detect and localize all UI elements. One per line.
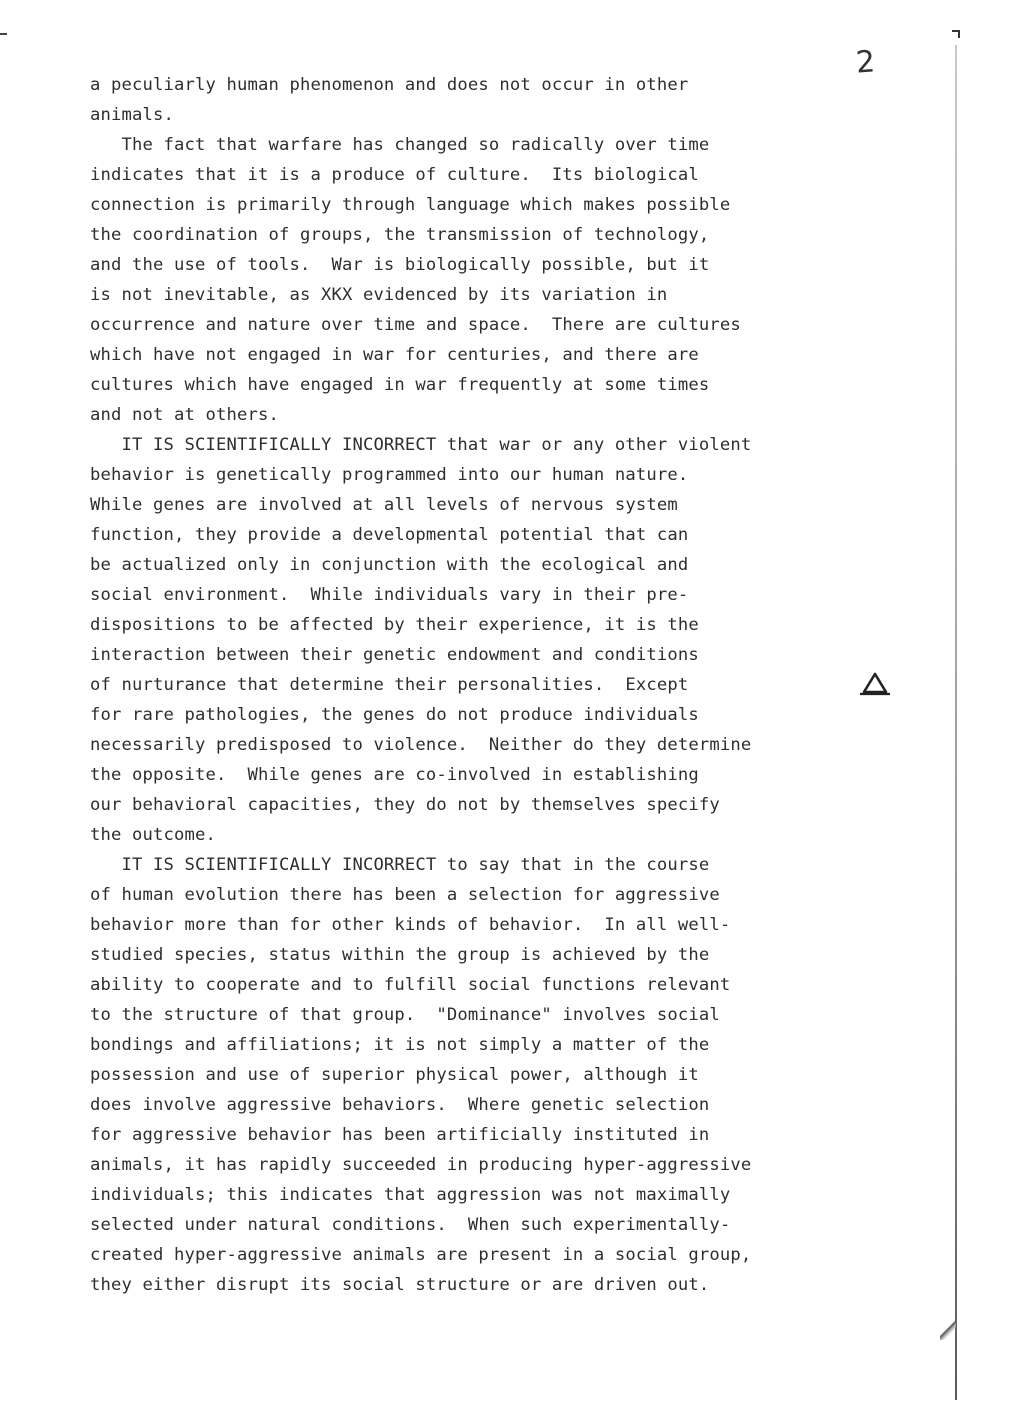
text-line: animals. [90, 105, 174, 125]
text-line: the coordination of groups, the transmission of technology, [90, 225, 710, 245]
text-line: individuals; this indicates that aggression was not maximally [90, 1185, 731, 1205]
text-line: a peculiarly human phenomenon and does not occur in other [90, 75, 689, 95]
text-line: occurrence and nature over time and space. There are cultures [90, 315, 741, 335]
text-line: possession and use of superior physical power, although it [90, 1065, 699, 1085]
text-line: necessarily predisposed to violence. Neither do they determine [90, 735, 752, 755]
text-line: to the structure of that group. "Dominance" involves social [90, 1005, 720, 1025]
text-line: IT IS SCIENTIFICALLY INCORRECT to say that in the course [90, 855, 710, 875]
text-line: of nurturance that determine their personalities. Except [90, 675, 689, 695]
text-line: IT IS SCIENTIFICALLY INCORRECT that war or any other violent [90, 435, 752, 455]
paragraph [90, 70, 870, 130]
text-line: The fact that warfare has changed so radically over time [90, 135, 710, 155]
text-line: selected under natural conditions. When such experimentally- [90, 1215, 731, 1235]
text-line: be actualized only in conjunction with the ecological and [90, 555, 689, 575]
text-line: bondings and affiliations; it is not simply a matter of the [90, 1035, 710, 1055]
text-line: social environment. While individuals vary in their pre- [90, 585, 689, 605]
scan-mark [952, 30, 960, 38]
text-line: the outcome. [90, 825, 216, 845]
text-line: for rare pathologies, the genes do not produce individuals [90, 705, 699, 725]
text-line: for aggressive behavior has been artificially instituted in [90, 1125, 710, 1145]
text-line: and not at others. [90, 405, 279, 425]
text-line: and the use of tools. War is biologically possible, but it [90, 255, 710, 275]
text-line: created hyper-aggressive animals are present in a social group, [90, 1245, 752, 1265]
text-line: they either disrupt its social structure or are driven out. [90, 1275, 710, 1295]
text-line: of human evolution there has been a selection for aggressive [90, 885, 720, 905]
page-number: 2 [854, 44, 876, 81]
page-edge [955, 45, 957, 1400]
text-line: our behavioral capacities, they do not by themselves specify [90, 795, 720, 815]
text-line: behavior is genetically programmed into our human nature. [90, 465, 689, 485]
text-line: behavior more than for other kinds of behavior. In all well- [90, 915, 731, 935]
document-body [90, 70, 870, 1300]
text-line: ability to cooperate and to fulfill social functions relevant [90, 975, 731, 995]
text-line: does involve aggressive behaviors. Where genetic selection [90, 1095, 710, 1115]
paragraph [90, 430, 870, 850]
text-line: cultures which have engaged in war frequently at some times [90, 375, 710, 395]
text-line: dispositions to be affected by their experience, it is the [90, 615, 699, 635]
text-line: interaction between their genetic endowment and conditions [90, 645, 699, 665]
text-line: indicates that it is a produce of culture. Its biological [90, 165, 699, 185]
text-line: function, they provide a developmental potential that can [90, 525, 689, 545]
paragraph [90, 850, 870, 1300]
scan-mark [0, 33, 7, 35]
text-line: While genes are involved at all levels of nervous system [90, 495, 678, 515]
text-line: which have not engaged in war for centuries, and there are [90, 345, 699, 365]
scan-mark [940, 1318, 956, 1340]
text-line: studied species, status within the group is achieved by the [90, 945, 710, 965]
text-line: is not inevitable, as XKX evidenced by its variation in [90, 285, 668, 305]
text-line: animals, it has rapidly succeeded in producing hyper-aggressive [90, 1155, 752, 1175]
paragraph [90, 130, 870, 430]
text-line: connection is primarily through language which makes possible [90, 195, 731, 215]
text-line: the opposite. While genes are co-involved in establishing [90, 765, 699, 785]
